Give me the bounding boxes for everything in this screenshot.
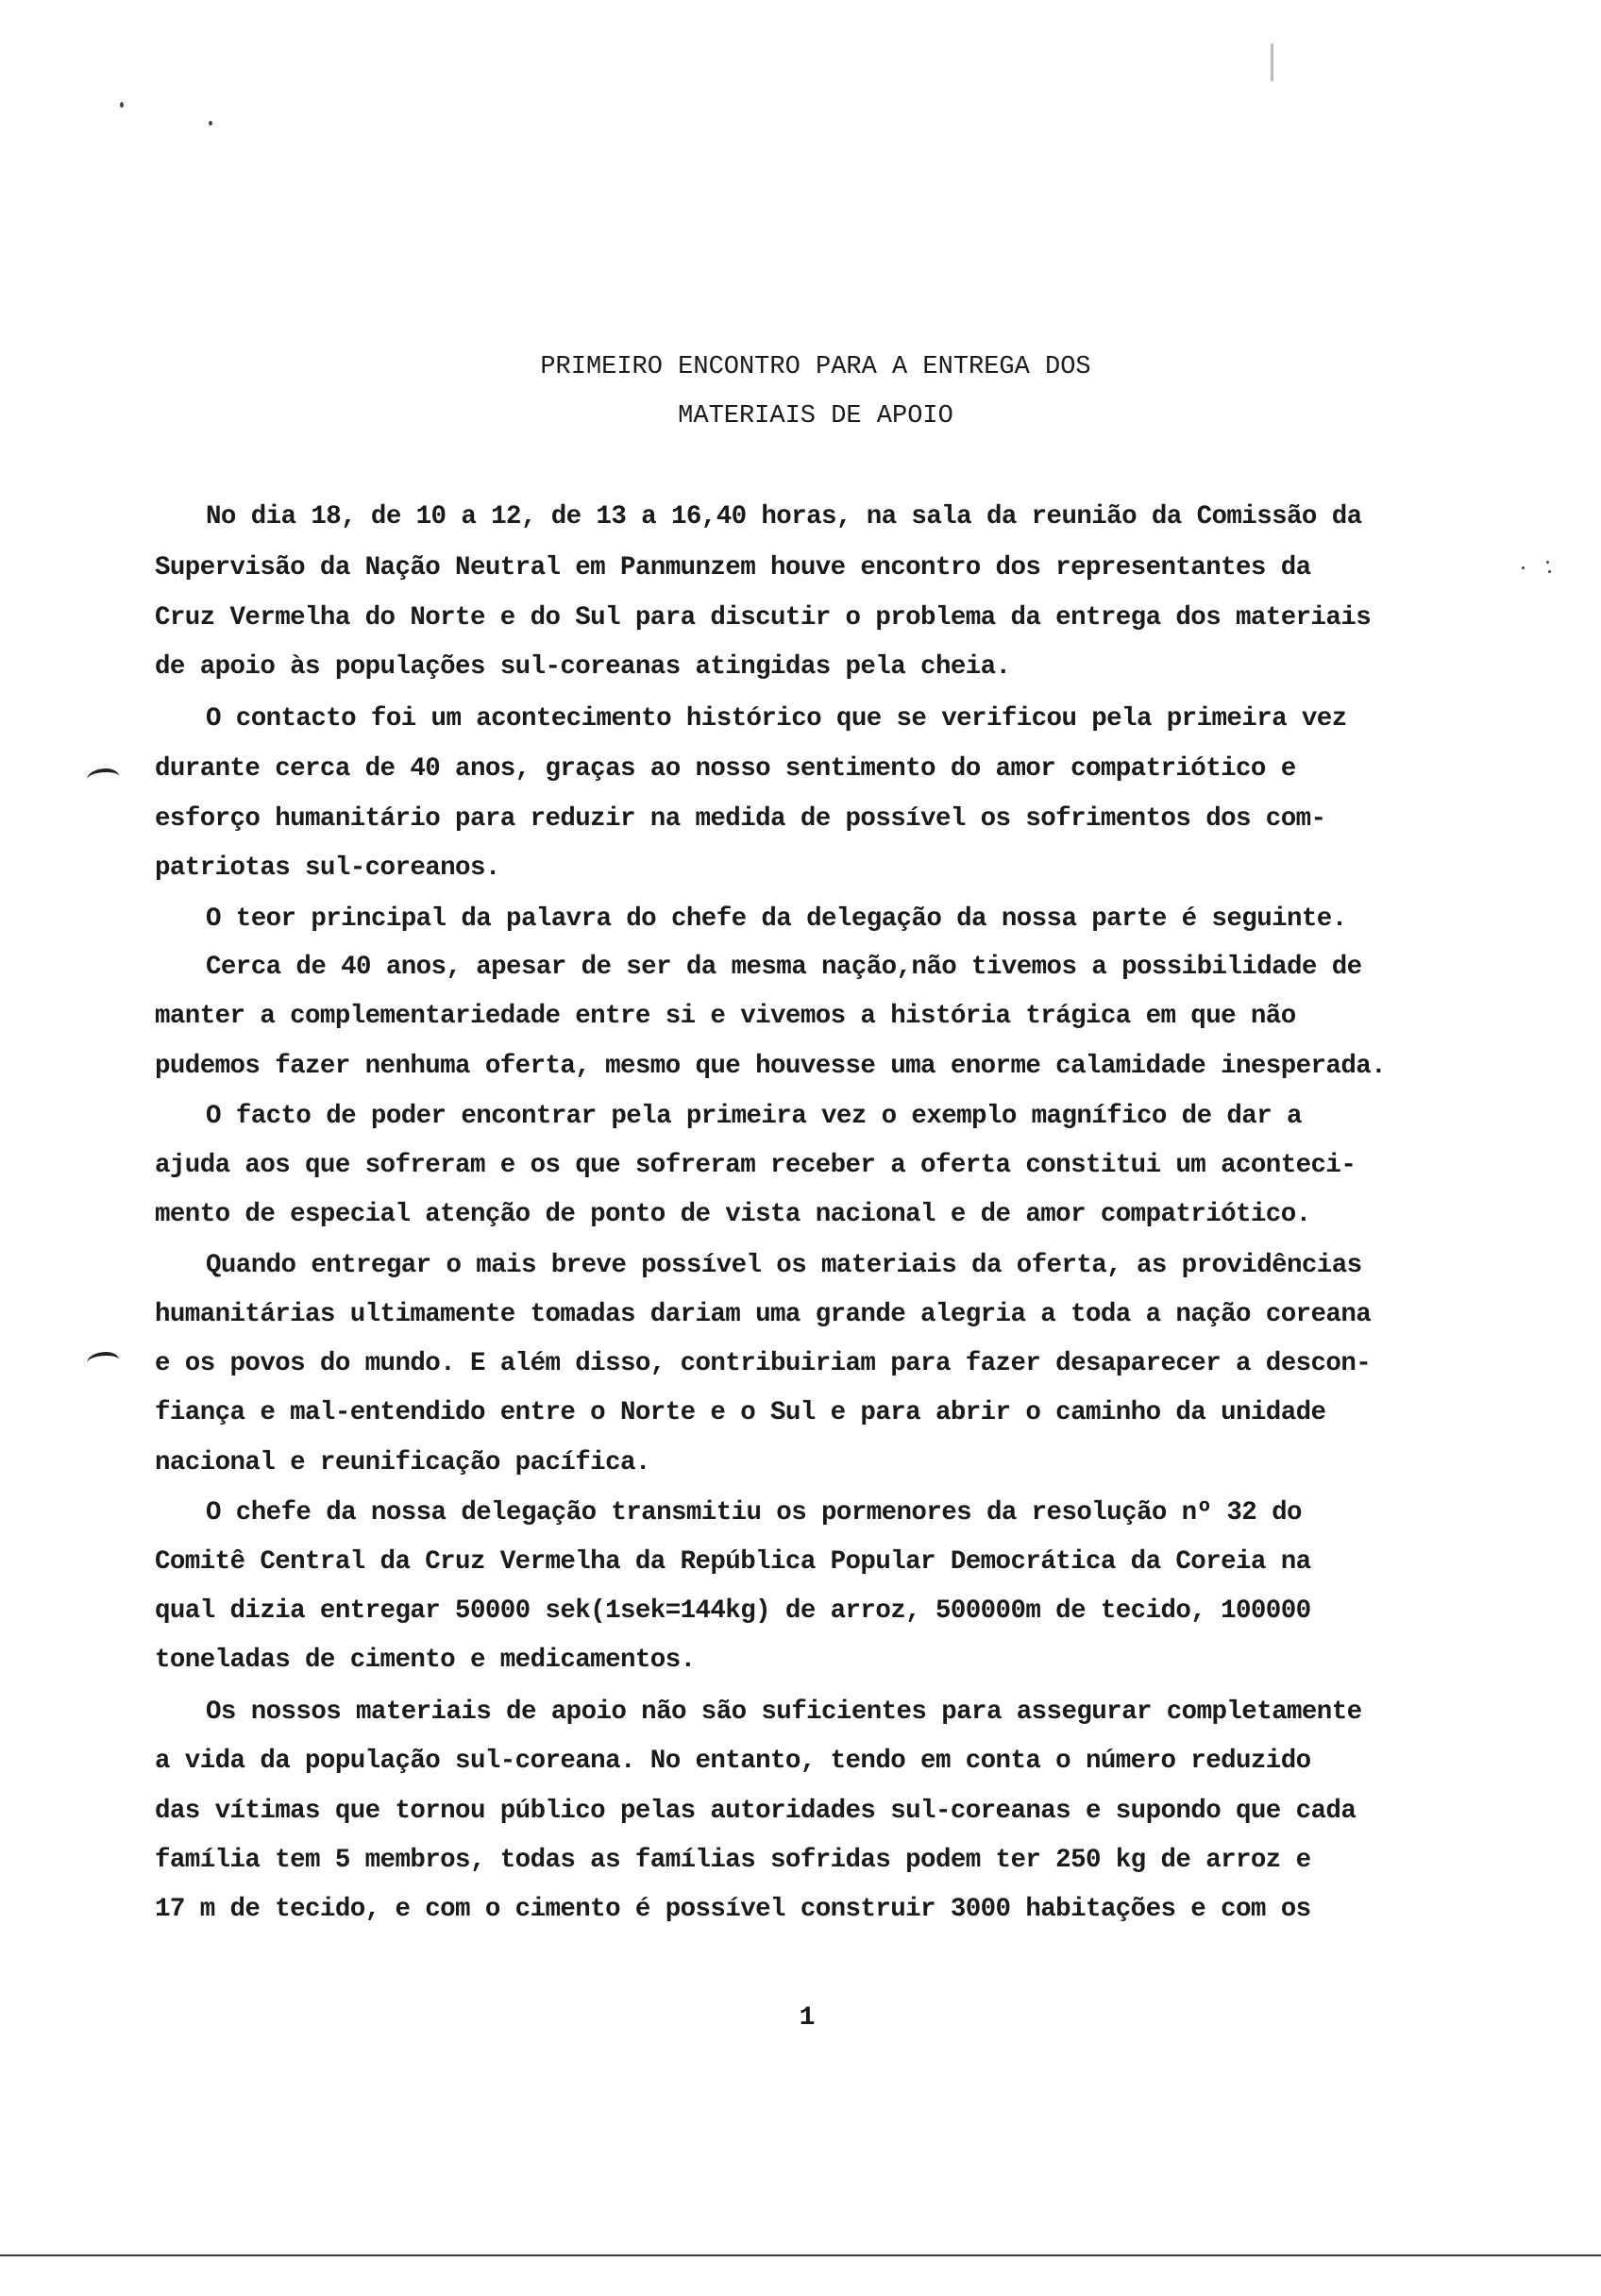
scan-speck	[120, 102, 124, 108]
body-line: Comitê Central da Cruz Vermelha da República Popular Democrática da Coreia na	[155, 1547, 1311, 1577]
body-line: ajuda aos que sofreram e os que sofreram receber a oferta constitui um aconteci-	[155, 1151, 1357, 1180]
body-line: família tem 5 membros, todas as famílias sofridas podem ter 250 kg de arroz e	[155, 1846, 1311, 1875]
body-line: O chefe da nossa delegação transmitiu os pormenores da resolução nº 32 do	[206, 1498, 1302, 1528]
body-line: mento de especial atenção de ponto de vista nacional e de amor compatriótico.	[155, 1200, 1311, 1229]
body-line: de apoio às populações sul-coreanas atingidas pela cheia.	[155, 652, 1011, 682]
body-line: Supervisão da Nação Neutral em Panmunzem houve encontro dos representantes da	[155, 553, 1311, 582]
page-bottom-rule	[0, 2254, 1601, 2256]
document-title-line-2: MATERIAIS DE APOIO	[678, 402, 953, 430]
body-line: nacional e reunificação pacífica.	[155, 1448, 650, 1477]
body-line: O facto de poder encontrar pela primeira vez o exemplo magnífico de dar a	[206, 1102, 1302, 1131]
body-line: durante cerca de 40 anos, graças ao nosso sentimento do amor compatriótico e	[155, 754, 1296, 784]
scan-speck	[209, 121, 212, 126]
body-line: das vítimas que tornou público pelas autoridades sul-coreanas e supondo que cada	[155, 1797, 1357, 1826]
scan-speck	[1522, 566, 1525, 569]
body-line: qual dizia entregar 50000 sek(1sek=144kg) de arroz, 500000m de tecido, 100000	[155, 1596, 1311, 1626]
body-line: patriotas sul-coreanos.	[155, 853, 500, 883]
scan-mark	[87, 768, 119, 787]
body-line: toneladas de cimento e medicamentos.	[155, 1646, 696, 1675]
scan-speck	[1548, 570, 1551, 573]
body-line: Quando entregar o mais breve possível os materiais da oferta, as providências	[206, 1251, 1362, 1280]
body-line: Os nossos materiais de apoio não são suficientes para assegurar completamente	[206, 1697, 1362, 1727]
body-line: esforço humanitário para reduzir na medida de possível os sofrimentos dos com-	[155, 804, 1326, 834]
scan-mark	[87, 1352, 119, 1371]
scan-speck	[1546, 561, 1549, 564]
document-title-line-1: PRIMEIRO ENCONTRO PARA A ENTREGA DOS	[540, 353, 1091, 381]
body-line: e os povos do mundo. E além disso, contribuiriam para fazer desaparecer a descon-	[155, 1349, 1372, 1378]
page-number: 1	[799, 2003, 816, 2033]
body-line: O teor principal da palavra do chefe da delegação da nossa parte é seguinte.	[206, 904, 1347, 934]
body-line: fiança e mal-entendido entre o Norte e o Sul e para abrir o caminho da unidade	[155, 1398, 1326, 1427]
body-line: Cerca de 40 anos, apesar de ser da mesma nação,não tivemos a possibilidade de	[206, 953, 1362, 982]
body-line: No dia 18, de 10 a 12, de 13 a 16,40 horas, na sala da reunião da Comissão da	[206, 502, 1362, 532]
body-line: 17 m de tecido, e com o cimento é possível construir 3000 habitações e com os	[155, 1895, 1311, 1924]
body-line: O contacto foi um acontecimento histórico que se verificou pela primeira vez	[206, 704, 1347, 734]
body-line: humanitárias ultimamente tomadas dariam uma grande alegria a toda a nação coreana	[155, 1300, 1372, 1329]
body-line: Cruz Vermelha do Norte e do Sul para discutir o problema da entrega dos materiais	[155, 603, 1372, 633]
body-line: a vida da população sul-coreana. No entanto, tendo em conta o número reduzido	[155, 1747, 1311, 1776]
body-line: pudemos fazer nenhuma oferta, mesmo que houvesse uma enorme calamidade inesperada.	[155, 1052, 1387, 1081]
scan-speck	[1271, 43, 1273, 81]
body-line: manter a complementariedade entre si e vivemos a história trágica em que não	[155, 1002, 1296, 1031]
